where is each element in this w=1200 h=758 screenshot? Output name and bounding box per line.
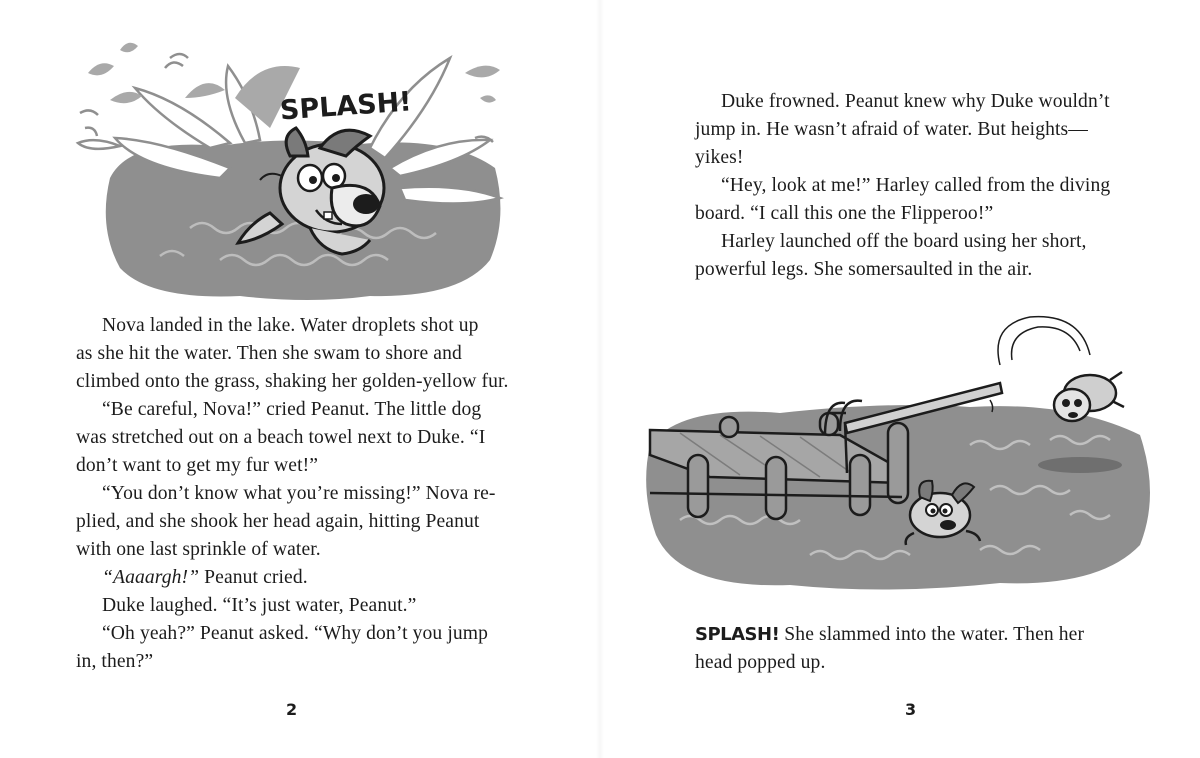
paragraph: “Be careful, Nova!” cried Peanut. The little dog: [102, 399, 482, 420]
right-page-closing: SPLASH! She slammed into the water. Then her head popped up.: [695, 621, 1145, 677]
paragraph: Duke frowned. Peanut knew why Duke wouldn’t: [721, 91, 1110, 112]
right-page-text: Duke frowned. Peanut knew why Duke wouldn’t jump in. He wasn’t afraid of water. But heights— yikes! “Hey, look at me!” Harley called from the diving board. “I call this one the Flipperoo!” Harley launched off the board using her short, powerful legs. She somersaulted in the air.: [695, 88, 1145, 284]
left-page-text: Nova landed in the lake. Water droplets shot up as she hit the water. Then she swam to shore and climbed onto the grass, shaking her golden-yellow fur. “Be careful, Nova!” cried Peanut. The little dog was stretched out on a beach towel next to Duke. “I don’t want to get my fur wet!” “You don’t know what you’re missing!” Nova re- plied, and she shook her head again, hitting Peanut with one last sprinkle of water. “Aaaargh!” Peanut cried. Duke laughed. “It’s just water, Peanut.” “Oh yeah?” Peanut asked. “Why don’t you jump in, then?”: [76, 312, 516, 676]
paragraph: Harley launched off the board using her short,: [721, 231, 1087, 252]
splash-sound-effect: SPLASH!: [279, 86, 413, 127]
emphasis-text: “Aaaargh!”: [102, 567, 200, 588]
paragraph: “Hey, look at me!” Harley called from the diving: [721, 175, 1111, 196]
splash-illustration: [70, 28, 520, 308]
right-page: [600, 0, 1200, 758]
paragraph: “Oh yeah?” Peanut asked. “Why don’t you jump: [102, 623, 489, 644]
dock-illustration: [640, 305, 1160, 605]
page-number-left: 2: [286, 700, 298, 719]
paragraph: “You don’t know what you’re missing!” Nova re-: [102, 483, 496, 504]
page-number-right: 3: [905, 700, 917, 719]
paragraph: SPLASH! She slammed into the water. Then her: [695, 624, 1085, 645]
paragraph: Duke laughed. “It’s just water, Peanut.”: [102, 595, 417, 616]
paragraph: “Aaaargh!” Peanut cried.: [102, 567, 308, 588]
splash-word: SPLASH!: [695, 624, 780, 645]
paragraph: Nova landed in the lake. Water droplets shot up: [102, 315, 479, 336]
